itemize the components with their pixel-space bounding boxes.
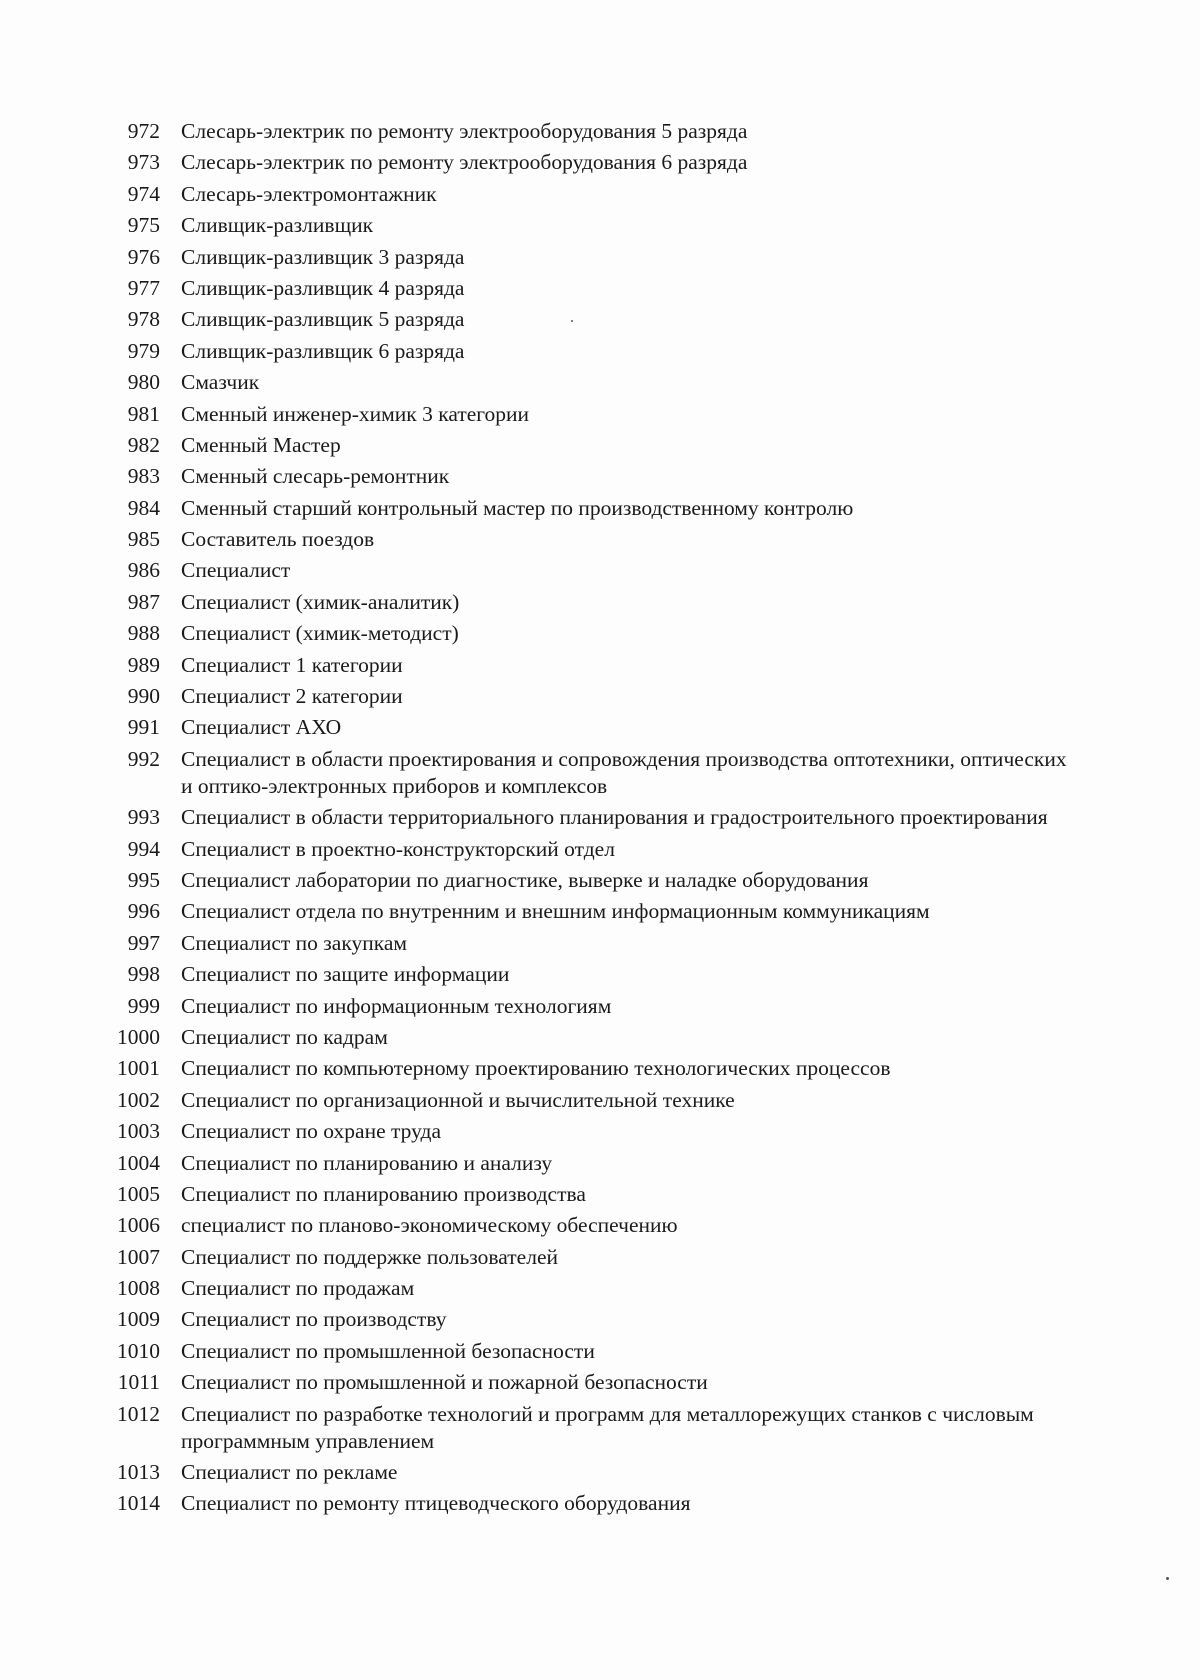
list-item (100, 526, 1100, 553)
item-title: Специалист по компьютерному проектированию технологических процессов (181, 1056, 891, 1081)
list-item (100, 338, 1100, 365)
item-number: 997 (127, 930, 160, 955)
item-title: Специалист отдела по внутренним и внешним информационным коммуникациям (181, 899, 930, 924)
item-number: 982 (127, 432, 160, 457)
item-number: 993 (127, 805, 160, 830)
item-number: 981 (127, 401, 160, 426)
item-number: 1014 (117, 1491, 160, 1516)
item-title: Смазчик (181, 370, 260, 395)
list-item (100, 1055, 1100, 1082)
list-item (100, 1212, 1100, 1239)
list-item (100, 1338, 1100, 1365)
item-title: Сменный старший контрольный мастер по производственному контролю (181, 495, 854, 520)
item-title: Слесарь-электрик по ремонту электрооборудования 5 разряда (181, 119, 748, 143)
list-item (100, 306, 1100, 333)
scan-speck (571, 320, 573, 322)
item-title: Специалист по ремонту птицеводческого оборудования (181, 1491, 691, 1516)
list-item (100, 867, 1100, 894)
item-title: Специалист (181, 558, 291, 583)
item-title: Сливщик-разливщик 3 разряда (181, 244, 465, 269)
item-number: 1013 (117, 1460, 160, 1485)
item-title: Специалист по планированию производства (181, 1181, 586, 1206)
item-title: специалист по планово-экономическому обеспечению (181, 1213, 678, 1238)
item-title: Специалист в области территориального планирования и градостроительного проектирования (181, 805, 1048, 830)
list-item (100, 212, 1100, 239)
list-item (100, 1275, 1100, 1302)
list-item (100, 620, 1100, 647)
item-title: Специалист по продажам (181, 1276, 415, 1301)
item-title: Сменный инженер-химик 3 категории (181, 401, 530, 426)
item-title: Сливщик-разливщик 5 разряда (181, 307, 465, 332)
item-title: Сменный слесарь-ремонтник (181, 464, 450, 489)
item-title: Составитель поездов (181, 527, 375, 552)
list-item (100, 463, 1100, 490)
item-title: Слесарь-электромонтажник (181, 181, 437, 206)
list-item (100, 1150, 1100, 1177)
list-item (100, 432, 1100, 459)
list-item (100, 930, 1100, 957)
item-number: 984 (127, 495, 160, 520)
item-number: 1005 (117, 1181, 160, 1206)
list-item (100, 149, 1100, 176)
item-title: Специалист (химик-аналитик) (181, 589, 460, 614)
item-number: 973 (127, 150, 160, 175)
item-number: 998 (127, 962, 160, 987)
item-title: Специалист по производству (181, 1307, 447, 1332)
list-item (100, 369, 1100, 396)
list-item (100, 836, 1100, 863)
list-item (100, 1369, 1100, 1396)
list-item (100, 714, 1100, 741)
list-item (100, 746, 1100, 800)
item-number: 1002 (117, 1087, 160, 1112)
item-title: Специалист 1 категории (181, 652, 403, 677)
item-number: 1011 (117, 1370, 160, 1395)
list-item (100, 898, 1100, 925)
item-title: Специалист по разработке технологий и программ для металлорежущих станков с числовым программным управлением (181, 1401, 1034, 1453)
item-title: Специалист лаборатории по диагностике, выверке и наладке оборудования (181, 867, 869, 892)
item-number: 1003 (117, 1119, 160, 1144)
item-title: Специалист в проектно-конструкторский отдел (181, 836, 615, 861)
item-title: Специалист по кадрам (181, 1024, 388, 1049)
item-number: 987 (127, 589, 160, 614)
list-item (100, 181, 1100, 208)
list-item (100, 275, 1100, 302)
item-number: 983 (127, 464, 160, 489)
item-number: 999 (127, 993, 160, 1018)
item-number: 974 (127, 181, 160, 206)
list-item (100, 1459, 1100, 1486)
item-number: 989 (127, 652, 160, 677)
item-number: 1012 (117, 1401, 160, 1426)
item-number: 986 (127, 558, 160, 583)
list-item (100, 993, 1100, 1020)
list-item (100, 1024, 1100, 1051)
item-title: Специалист в области проектирования и сопровождения производства оптотехники, оптических и оптико-электронных приборов и комплексов (181, 746, 1067, 798)
list-item (100, 652, 1100, 679)
item-number: 1000 (117, 1024, 160, 1049)
item-number: 988 (127, 621, 160, 646)
list-item (100, 683, 1100, 710)
item-number: 1004 (117, 1150, 160, 1175)
item-title: Сливщик-разливщик 6 разряда (181, 338, 465, 363)
list-item (100, 1490, 1100, 1517)
list-item (100, 1118, 1100, 1145)
item-number: 979 (127, 338, 160, 363)
item-number: 978 (127, 307, 160, 332)
list-item (100, 1244, 1100, 1271)
item-number: 996 (127, 899, 160, 924)
list-item (100, 557, 1100, 584)
item-title: Специалист по закупкам (181, 930, 408, 955)
item-title: Специалист по организационной и вычислительной технике (181, 1087, 735, 1112)
list-item (100, 804, 1100, 831)
list-item (100, 589, 1100, 616)
item-title: Сливщик-разливщик (181, 213, 374, 238)
item-title: Специалист по информационным технологиям (181, 993, 612, 1018)
list-item (100, 118, 1100, 145)
list-item (100, 401, 1100, 428)
scan-speck (1166, 1577, 1169, 1580)
item-number: 1009 (117, 1307, 160, 1332)
list-item (100, 961, 1100, 988)
item-number: 985 (127, 527, 160, 552)
item-title: Слесарь-электрик по ремонту электрооборудования 6 разряда (181, 150, 748, 175)
item-number: 1007 (117, 1244, 160, 1269)
item-number: 990 (127, 684, 160, 709)
item-title: Специалист по промышленной безопасности (181, 1338, 595, 1363)
item-number: 1010 (117, 1338, 160, 1363)
item-number: 991 (127, 715, 160, 740)
list-item (100, 1306, 1100, 1333)
item-title: Сменный Мастер (181, 432, 341, 457)
item-title: Сливщик-разливщик 4 разряда (181, 275, 465, 300)
item-number: 980 (127, 370, 160, 395)
item-title: Специалист по поддержке пользователей (181, 1244, 558, 1269)
item-title: Специалист по охране труда (181, 1119, 441, 1144)
item-number: 992 (127, 746, 160, 771)
list-item (100, 244, 1100, 271)
item-number: 1006 (117, 1213, 160, 1238)
item-title: Специалист АХО (181, 715, 342, 740)
item-number: 975 (127, 213, 160, 238)
list-item (100, 1181, 1100, 1208)
item-title: Специалист 2 категории (181, 684, 403, 709)
item-title: Специалист по рекламе (181, 1460, 398, 1485)
list-item (100, 1401, 1100, 1455)
item-number: 977 (127, 275, 160, 300)
item-number: 995 (127, 867, 160, 892)
list-item (100, 1087, 1100, 1114)
item-number: 994 (127, 836, 160, 861)
profession-list (100, 118, 1100, 1522)
item-number: 972 (127, 119, 160, 143)
list-item (100, 495, 1100, 522)
item-number: 976 (127, 244, 160, 269)
item-title: Специалист по промышленной и пожарной безопасности (181, 1370, 708, 1395)
item-title: Специалист по планированию и анализу (181, 1150, 553, 1175)
item-number: 1001 (117, 1056, 160, 1081)
item-number: 1008 (117, 1276, 160, 1301)
item-title: Специалист по защите информации (181, 962, 510, 987)
item-title: Специалист (химик-методист) (181, 621, 459, 646)
